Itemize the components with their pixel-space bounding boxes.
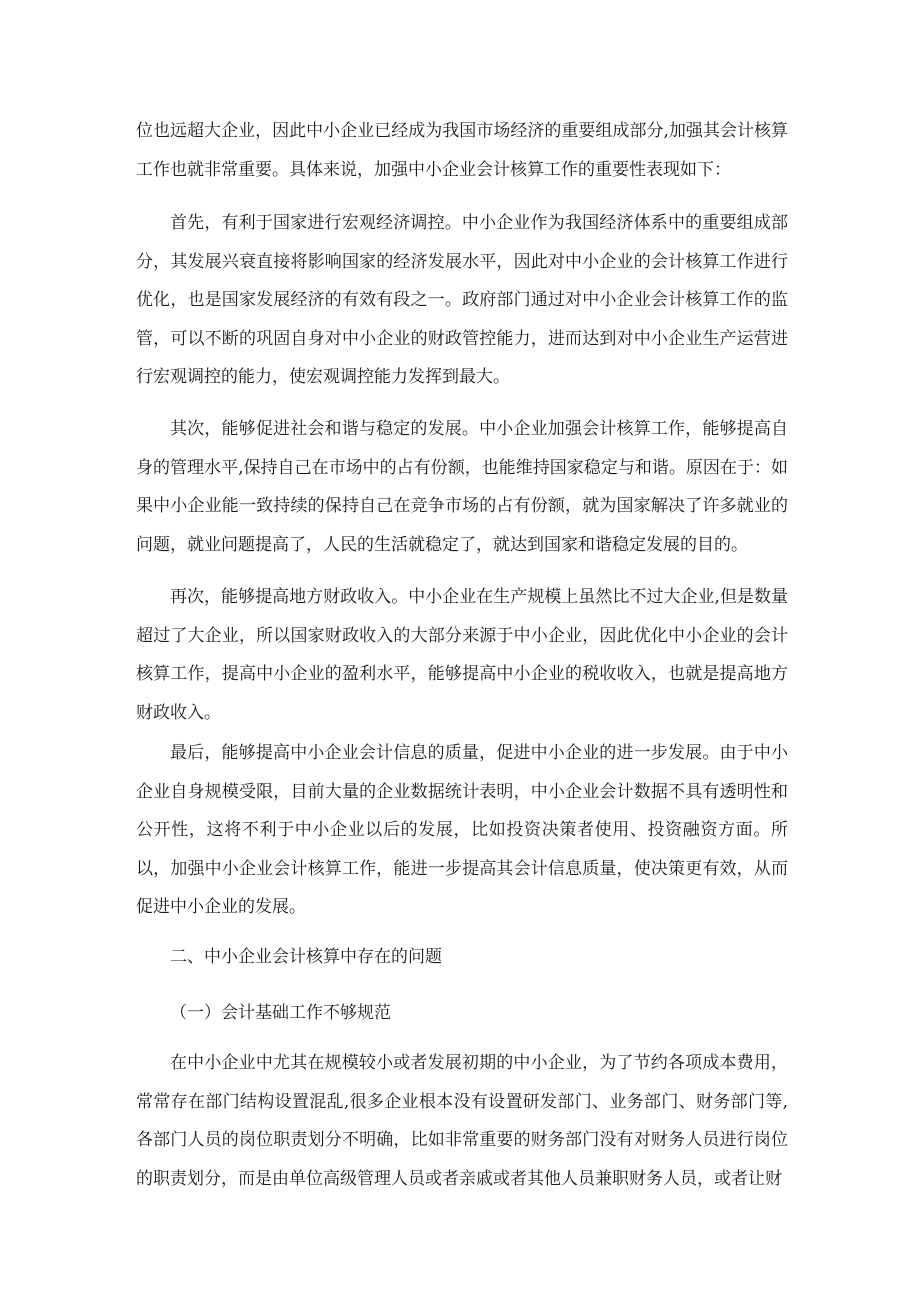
subsection-heading: （一）会计基础工作不够规范 xyxy=(170,1003,391,1023)
section-heading: 二、中小企业会计核算中存在的问题 xyxy=(170,947,442,967)
paragraph-continuation: 位也远超大企业，因此中小企业已经成为我国市场经济的重要组成部分,加强其会计核算工作也就非常重要。具体来说，加强中小企业会计核算工作的重要性表现如下： xyxy=(136,121,788,180)
paragraph-local-revenue: 再次，能够提高地方财政收入。中小企业在生产规模上虽然比不过大企业,但是数量超过了大企业，所以国家财政收入的大部分来源于中小企业，因此优化中小企业的会计核算工作，提高中小企业的盈利水平，能够提高中小企业的税收收入，也就是提高地方财政收入。 xyxy=(136,587,788,723)
paragraph-information-quality: 最后，能够提高中小企业会计信息的质量，促进中小企业的进一步发展。由于中小企业自身规模受限，目前大量的企业数据统计表明，中小企业会计数据不具有透明性和公开性，这将不利于中小企业以后的发展，比如投资决策者使用、投资融资方面。所以，加强中小企业会计核算工作，能进一步提高其会计信息质量，使决策更有效，从而促进中小企业的发展。 xyxy=(136,743,788,917)
paragraph-social-harmony: 其次，能够促进社会和谐与稳定的发展。中小企业加强会计核算工作，能够提高自身的管理水平,保持自己在市场中的占有份额，也能维持国家稳定与和谐。原因在于：如果中小企业能一致持续的保持自己在竞争市场的占有份额，就为国家解决了许多就业的问题，就业问题提高了，人民的生活就稳定了，就达到国家和谐稳定发展的目的。 xyxy=(136,419,788,555)
paragraph-macro-control: 首先，有利于国家进行宏观经济调控。中小企业作为我国经济体系中的重要组成部分，其发展兴衰直接将影响国家的经济发展水平，因此对中小企业的会计核算工作进行优化，也是国家发展经济的有效有段之一。政府部门通过对中小企业会计核算工作的监管，可以不断的巩固自身对中小企业的财政管控能力，进而达到对中小企业生产运营进行宏观调控的能力，使宏观调控能力发挥到最大。 xyxy=(136,213,788,387)
paragraph-accounting-basics: 在中小企业中尤其在规模较小或者发展初期的中小企业，为了节约各项成本费用，常常存在部门结构设置混乱,很多企业根本没有设置研发部门、业务部门、财务部门等,各部门人员的岗位职责划分不明确，比如非常重要的财务部门没有对财务人员进行岗位的职责划分，而是由单位高级管理人员或者亲戚或者其他人员兼职财务人员，或者让财 xyxy=(136,1053,788,1189)
